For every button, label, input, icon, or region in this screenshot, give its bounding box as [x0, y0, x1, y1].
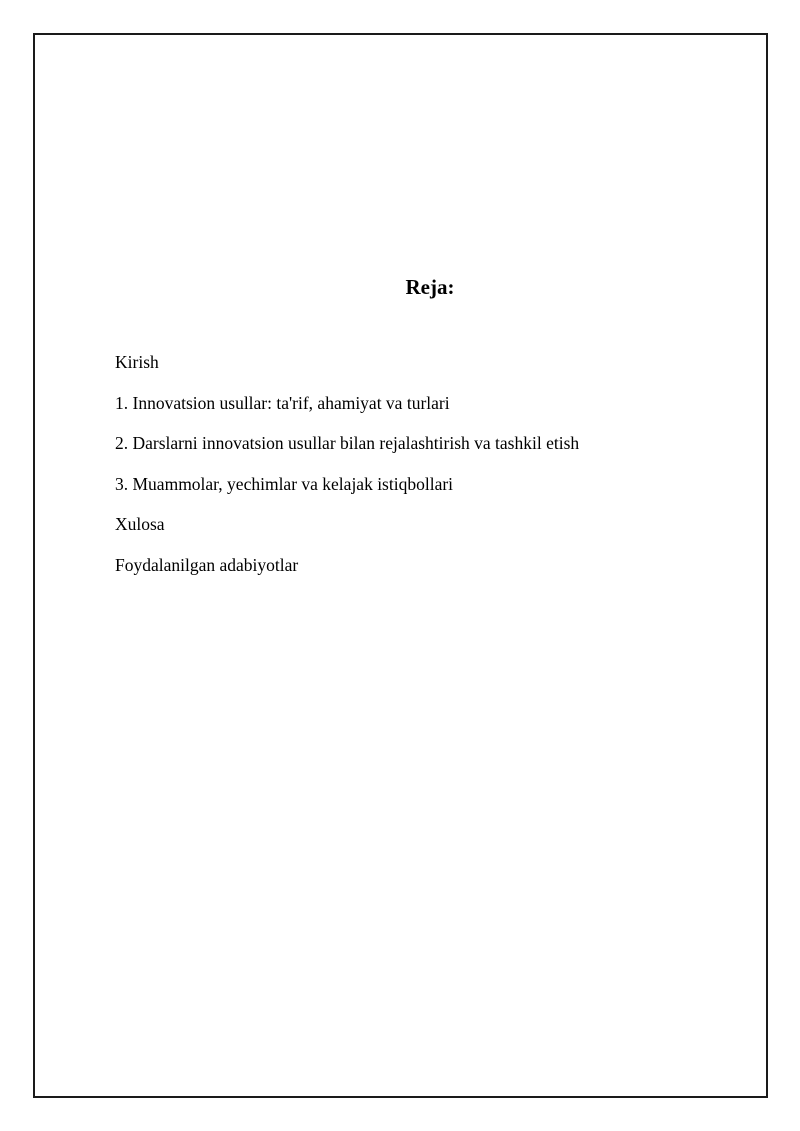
plan-item-conclusion: Xulosa — [115, 514, 165, 534]
plan-item-section-1: 1. Innovatsion usullar: ta'rif, ahamiyat va turlari — [115, 392, 450, 413]
plan-list — [115, 351, 579, 594]
plan-item-section-2: 2. Darslarni innovatsion usullar bilan rejalashtirish va tashkil etish — [115, 433, 580, 453]
plan-item-section-3: 3. Muammolar, yechimlar va kelajak istiqbollari — [115, 473, 454, 494]
page-title: Reja: — [405, 275, 455, 299]
plan-item-introduction: Kirish — [115, 352, 159, 372]
plan-item-references: Foydalanilgan adabiyotlar — [115, 554, 299, 575]
